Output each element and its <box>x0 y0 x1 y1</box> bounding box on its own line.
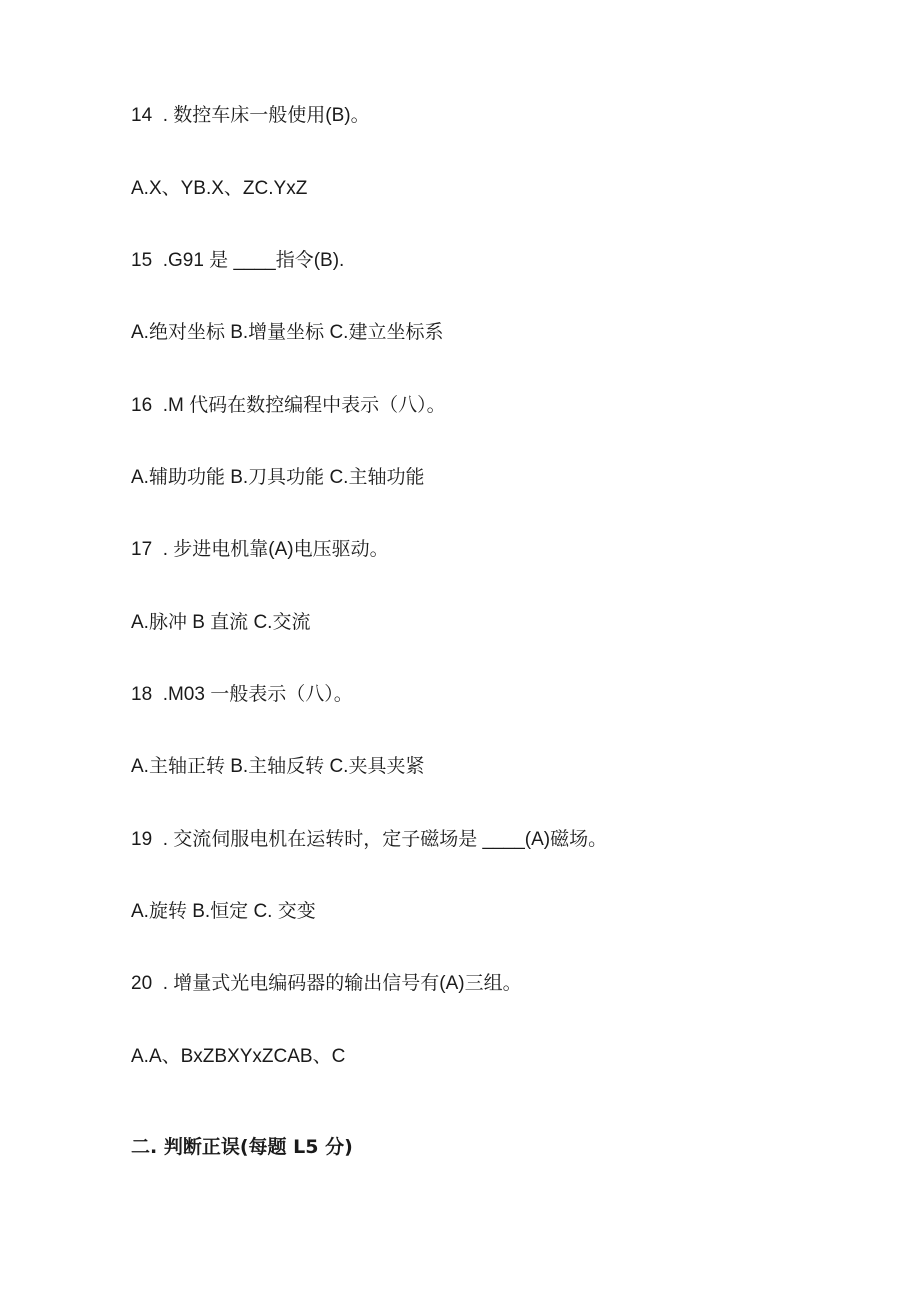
question-14-options: A.X、YB.X、ZC.YxZ <box>131 178 308 199</box>
question-19-options: A.旋转 B.恒定 C. 交变 <box>131 901 316 922</box>
question-16: 16 .M 代码在数控编程中表示（八）。 <box>131 395 446 416</box>
question-20: 20 . 增量式光电编码器的输出信号有(A)三组。 <box>131 973 522 994</box>
question-18-options: A.主轴正转 B.主轴反转 C.夹具夹紧 <box>131 756 425 777</box>
question-19: 19 . 交流伺服电机在运转时，定子磁场是 ____(A)磁场。 <box>131 829 608 850</box>
question-17: 17 . 步进电机靠(A)电压驱动。 <box>131 539 389 560</box>
question-15: 15 .G91 是 ____指令(B). <box>131 250 345 271</box>
section-heading: 二. 判断正误(每题 L5 分) <box>131 1136 353 1158</box>
question-17-options: A.脉冲 B 直流 C.交流 <box>131 612 311 633</box>
question-15-options: A.绝对坐标 B.增量坐标 C.建立坐标系 <box>131 322 444 343</box>
question-20-options: A.A、BxZBXYxZCAB、C <box>131 1046 346 1067</box>
question-16-options: A.辅助功能 B.刀具功能 C.主轴功能 <box>131 467 425 488</box>
question-18: 18 .M03 一般表示（八）。 <box>131 684 353 705</box>
question-14: 14 . 数控车床一般使用(B)。 <box>131 105 370 126</box>
